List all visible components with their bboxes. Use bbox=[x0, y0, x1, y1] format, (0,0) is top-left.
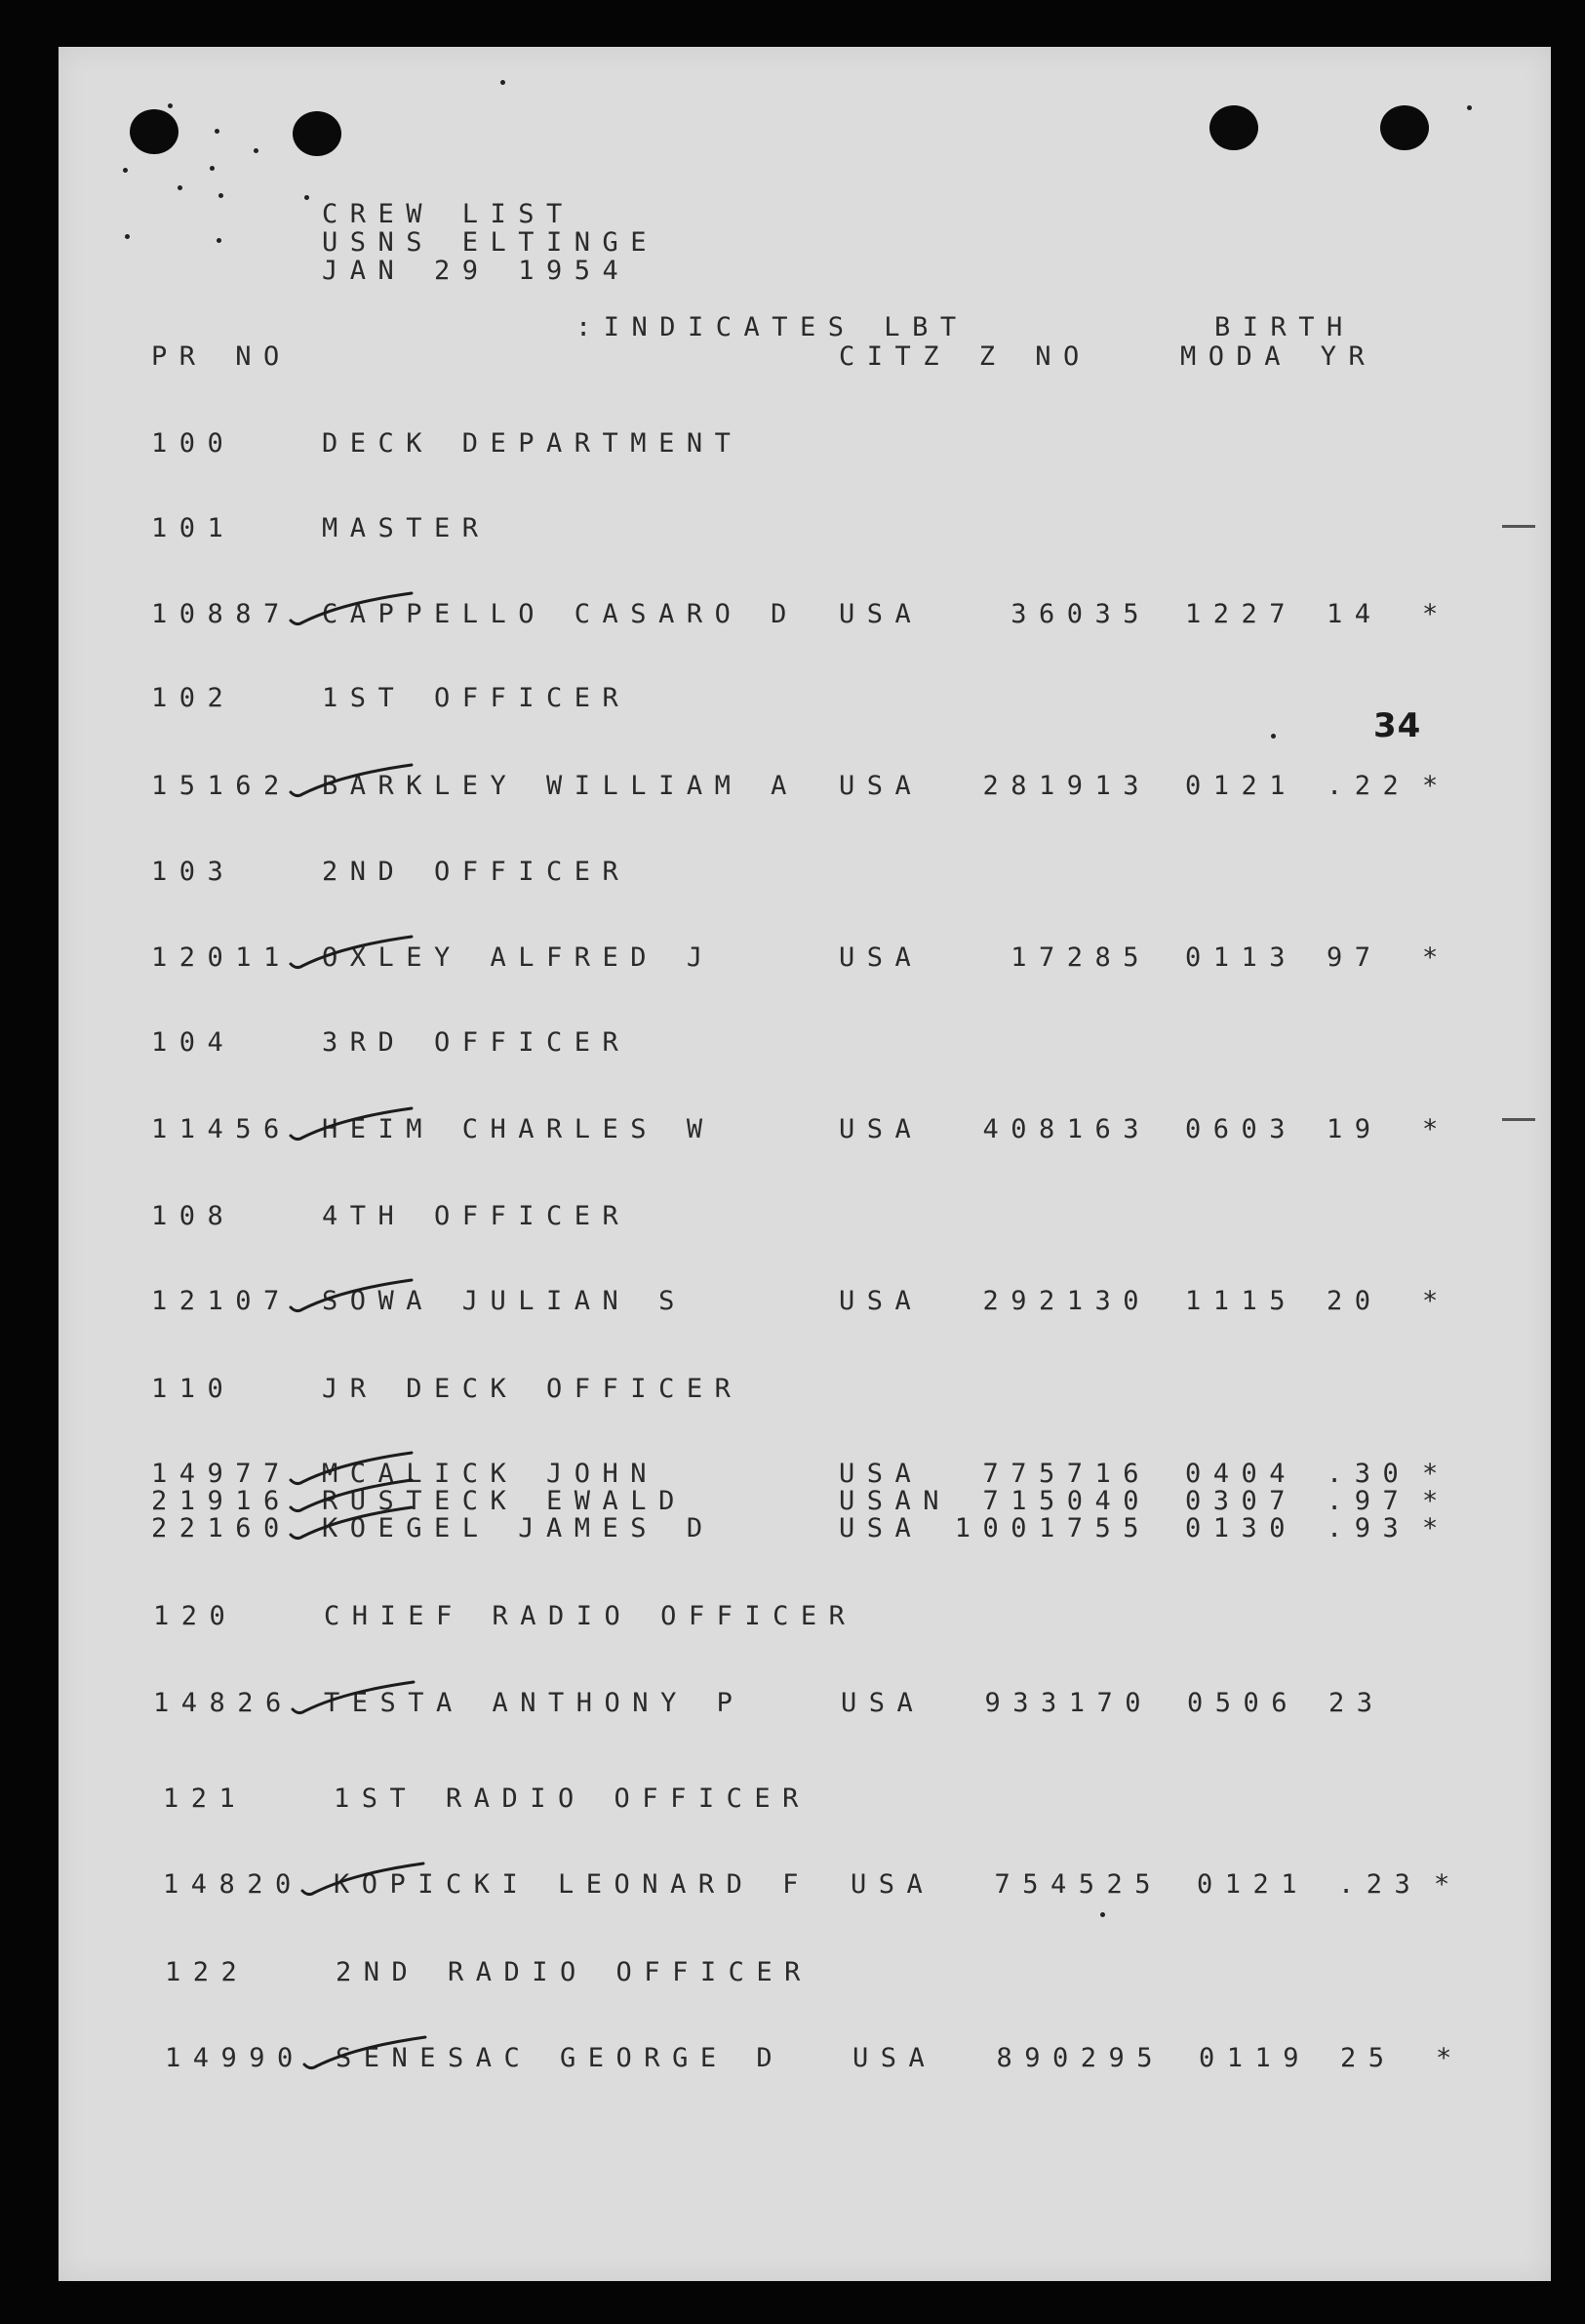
birth-year: .30 bbox=[1327, 1459, 1411, 1489]
citizenship: USA bbox=[841, 1688, 926, 1718]
section-title: MASTER bbox=[322, 513, 491, 543]
z-number: 1001755 bbox=[954, 1513, 1151, 1543]
birth-moda: 0404 bbox=[1185, 1459, 1298, 1489]
birth-moda: 0113 bbox=[1185, 942, 1298, 973]
document-date: JAN 29 1954 bbox=[322, 256, 631, 286]
citizenship: USA bbox=[839, 942, 924, 973]
ink-speck bbox=[304, 195, 309, 200]
section-code: 121 bbox=[163, 1783, 248, 1814]
payroll-number: 12107 bbox=[151, 1286, 292, 1316]
birth-year: 25 bbox=[1340, 2043, 1397, 2073]
citz-z-no-column-header: CITZ Z NO bbox=[839, 341, 1091, 372]
z-number: 890295 bbox=[996, 2043, 1165, 2073]
ink-speck bbox=[1100, 1912, 1105, 1917]
birth-year: 14 bbox=[1327, 599, 1383, 629]
z-number: 408163 bbox=[982, 1114, 1151, 1144]
punch-hole-left-2 bbox=[293, 111, 341, 156]
section-code: 104 bbox=[151, 1027, 236, 1058]
ink-speck bbox=[1271, 734, 1276, 739]
z-number: 754525 bbox=[994, 1869, 1163, 1900]
birth-moda: 1115 bbox=[1185, 1286, 1298, 1316]
crew-name: KOEGEL JAMES D bbox=[322, 1513, 715, 1543]
ink-speck bbox=[168, 103, 173, 108]
payroll-number: 14990 bbox=[165, 2043, 305, 2073]
payroll-number: 21916 bbox=[151, 1486, 292, 1516]
birth-year: 23 bbox=[1328, 1688, 1385, 1718]
citizenship: USA bbox=[852, 2043, 937, 2073]
section-code: 110 bbox=[151, 1374, 236, 1404]
birth-moda: 0307 bbox=[1185, 1486, 1298, 1516]
pr-no-column-header: PR NO bbox=[151, 341, 292, 372]
payroll-number: 10887 bbox=[151, 599, 292, 629]
lbt-asterisk: * bbox=[1422, 942, 1450, 973]
birth-moda: 1227 bbox=[1185, 599, 1298, 629]
section-title: DECK DEPARTMENT bbox=[322, 428, 743, 459]
section-code: 120 bbox=[153, 1601, 238, 1631]
citizenship: USAN bbox=[839, 1486, 952, 1516]
section-code: 102 bbox=[151, 683, 236, 713]
ink-speck bbox=[1467, 105, 1472, 110]
citizenship: USA bbox=[839, 1513, 924, 1543]
document-page bbox=[59, 47, 1551, 2281]
crew-name: TESTA ANTHONY P bbox=[324, 1688, 745, 1718]
section-code: 101 bbox=[151, 513, 236, 543]
birth-moda: 0506 bbox=[1187, 1688, 1300, 1718]
citizenship: USA bbox=[851, 1869, 935, 1900]
birth-year: 20 bbox=[1327, 1286, 1383, 1316]
crew-name: OXLEY ALFRED J bbox=[322, 942, 715, 973]
edge-mark bbox=[1502, 525, 1535, 528]
z-number: 775716 bbox=[982, 1459, 1151, 1489]
crew-name: CAPPELLO CASARO D bbox=[322, 599, 799, 629]
z-number: 715040 bbox=[982, 1486, 1151, 1516]
payroll-number: 11456 bbox=[151, 1114, 292, 1144]
ink-speck bbox=[215, 129, 219, 134]
section-title: 4TH OFFICER bbox=[322, 1201, 631, 1231]
ink-speck bbox=[210, 166, 215, 171]
payroll-number: 12011 bbox=[151, 942, 292, 973]
section-code: 108 bbox=[151, 1201, 236, 1231]
payroll-number: 14826 bbox=[153, 1688, 294, 1718]
section-title: 3RD OFFICER bbox=[322, 1027, 631, 1058]
lbt-asterisk: * bbox=[1422, 1459, 1450, 1489]
ink-speck bbox=[500, 80, 505, 85]
birth-moda: 0130 bbox=[1185, 1513, 1298, 1543]
lbt-asterisk: * bbox=[1422, 1114, 1450, 1144]
lbt-asterisk: * bbox=[1422, 599, 1450, 629]
crew-name: KOPICKI LEONARD F bbox=[334, 1869, 811, 1900]
crew-name: HEIM CHARLES W bbox=[322, 1114, 715, 1144]
citizenship: USA bbox=[839, 771, 924, 801]
crew-name: SENESAC GEORGE D bbox=[336, 2043, 785, 2073]
section-title: 1ST OFFICER bbox=[322, 683, 631, 713]
document-title: CREW LIST bbox=[322, 199, 575, 229]
z-number: 36035 bbox=[1010, 599, 1151, 629]
ink-speck bbox=[254, 148, 258, 153]
payroll-number: 22160 bbox=[151, 1513, 292, 1543]
lbt-asterisk: * bbox=[1422, 771, 1450, 801]
birth-year: .93 bbox=[1327, 1513, 1411, 1543]
lbt-legend: :INDICATES LBT bbox=[575, 312, 969, 342]
payroll-number: 14977 bbox=[151, 1459, 292, 1489]
birth-year: 19 bbox=[1327, 1114, 1383, 1144]
payroll-number: 15162 bbox=[151, 771, 292, 801]
ship-name: USNS ELTINGE bbox=[322, 227, 659, 258]
birth-moda: 0121 bbox=[1197, 1869, 1310, 1900]
ink-speck bbox=[178, 185, 182, 190]
lbt-asterisk: * bbox=[1422, 1486, 1450, 1516]
section-code: 100 bbox=[151, 428, 236, 459]
citizenship: USA bbox=[839, 1286, 924, 1316]
section-code: 122 bbox=[165, 1957, 250, 1987]
lbt-asterisk: * bbox=[1436, 2043, 1464, 2073]
birth-year: 97 bbox=[1327, 942, 1383, 973]
lbt-asterisk: * bbox=[1422, 1513, 1450, 1543]
section-code: 103 bbox=[151, 857, 236, 887]
z-number: 17285 bbox=[1010, 942, 1151, 973]
punch-hole-right-2 bbox=[1380, 105, 1429, 150]
birth-column-header: BIRTH bbox=[1214, 312, 1355, 342]
z-number: 933170 bbox=[984, 1688, 1153, 1718]
citizenship: USA bbox=[839, 1459, 924, 1489]
birth-moda: 0119 bbox=[1199, 2043, 1312, 2073]
ink-speck bbox=[125, 234, 130, 239]
lbt-asterisk: * bbox=[1434, 1869, 1462, 1900]
citizenship: USA bbox=[839, 599, 924, 629]
birth-year: .23 bbox=[1338, 1869, 1423, 1900]
section-title: 2ND RADIO OFFICER bbox=[336, 1957, 812, 1987]
edge-mark bbox=[1502, 1118, 1535, 1121]
lbt-asterisk: * bbox=[1422, 1286, 1450, 1316]
moda-yr-column-header: MODA YR bbox=[1180, 341, 1377, 372]
section-title: 2ND OFFICER bbox=[322, 857, 631, 887]
crew-name: RUSTECK EWALD bbox=[322, 1486, 687, 1516]
page-number: 34 bbox=[1373, 706, 1422, 745]
crew-name: SOWA JULIAN S bbox=[322, 1286, 687, 1316]
ink-speck bbox=[218, 193, 223, 198]
section-title: 1ST RADIO OFFICER bbox=[334, 1783, 811, 1814]
punch-hole-left-1 bbox=[130, 109, 178, 154]
punch-hole-right-1 bbox=[1209, 105, 1258, 150]
birth-moda: 0603 bbox=[1185, 1114, 1298, 1144]
birth-moda: 0121 bbox=[1185, 771, 1298, 801]
z-number: 281913 bbox=[982, 771, 1151, 801]
ink-speck bbox=[217, 238, 221, 243]
section-title: JR DECK OFFICER bbox=[322, 1374, 743, 1404]
section-title: CHIEF RADIO OFFICER bbox=[324, 1601, 857, 1631]
crew-name: MCALICK JOHN bbox=[322, 1459, 659, 1489]
ink-speck bbox=[123, 168, 128, 173]
birth-year: .22 bbox=[1327, 771, 1411, 801]
citizenship: USA bbox=[839, 1114, 924, 1144]
crew-name: BARKLEY WILLIAM A bbox=[322, 771, 799, 801]
payroll-number: 14820 bbox=[163, 1869, 303, 1900]
birth-year: .97 bbox=[1327, 1486, 1411, 1516]
z-number: 292130 bbox=[982, 1286, 1151, 1316]
